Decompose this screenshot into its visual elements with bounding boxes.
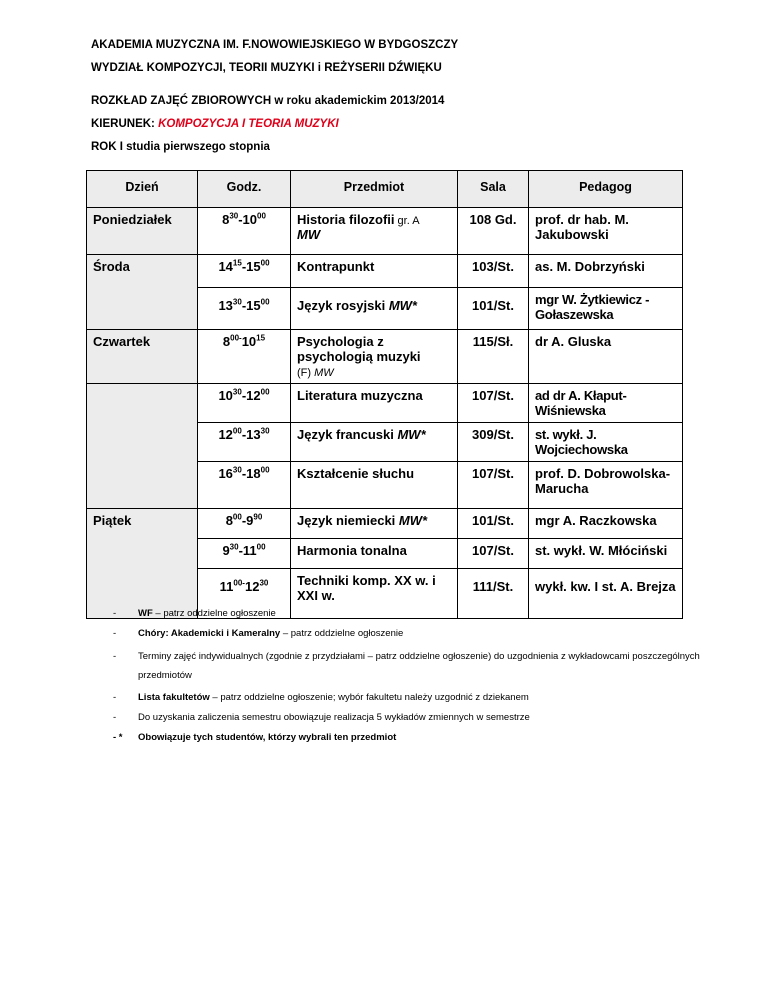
bullet-dash: -: [113, 608, 117, 619]
table-header-row: [87, 171, 683, 208]
time-end-min: 00: [257, 211, 266, 221]
teacher-cell: st. wykł. J. Wojciechowska: [529, 423, 683, 462]
time-start-min: 00: [232, 512, 242, 522]
subject-group: gr. A: [394, 215, 420, 227]
room-cell: 111/St.: [458, 569, 529, 619]
teacher-cell: wykł. kw. I st. A. Brejza: [529, 569, 683, 619]
time-end: -12: [241, 388, 261, 403]
subject-cell: [291, 509, 458, 539]
time-start-min: 00-: [233, 578, 245, 588]
teacher-cell: prof. D. Dobrowolska-Marucha: [529, 462, 683, 509]
time-cell: [198, 208, 291, 255]
subject-name: Język rosyjski: [297, 298, 386, 313]
teacher-cell: prof. dr hab. M. Jakubowski: [529, 208, 683, 255]
note-item: [113, 607, 733, 621]
day-monday: [87, 208, 198, 255]
subject-cell: Kontrapunkt: [291, 255, 458, 288]
subject-note: MW*: [398, 513, 428, 528]
bullet-dash: -: [113, 712, 117, 723]
time-start-min: 30: [232, 465, 242, 475]
table-row: [87, 330, 683, 384]
table-row: [87, 255, 683, 288]
note-text: Terminy zajęć indywidualnych (zgodnie z przydziałami – patrz oddzielne ogłoszenie) do uzgodnienia z wykładowcami poszczególnych przedmiotów: [138, 651, 700, 681]
room-cell: 108 Gd.: [458, 208, 529, 255]
day-friday: [87, 509, 198, 539]
kierunek-value: KOMPOZYCJA I TEORIA MUZYKI: [158, 118, 339, 130]
room-cell: 309/St.: [458, 423, 529, 462]
teacher-cell: mgr W. Żytkiewicz - Gołaszewska: [529, 288, 683, 330]
time-end: -18: [241, 466, 261, 481]
time-start-min: 30: [232, 387, 242, 397]
table-row: [87, 509, 683, 539]
time-start: 11: [219, 579, 234, 594]
time-end-min: 00: [260, 297, 270, 307]
note-bold: Lista fakultetów: [138, 692, 210, 703]
footnote: [113, 731, 733, 745]
schedule-table: [86, 170, 683, 619]
footnote-text: Obowiązuje tych studentów, którzy wybrali ten przedmiot: [138, 732, 397, 743]
time-start-min: 00: [232, 426, 242, 436]
day-label: Czwartek: [93, 334, 151, 349]
subject-cell: [291, 423, 458, 462]
header-kierunek: [91, 118, 339, 130]
kierunek-label: KIERUNEK:: [91, 118, 159, 130]
table-row: [87, 539, 683, 569]
time-cell: [198, 423, 291, 462]
day-friday-cont: [87, 539, 198, 569]
note-item: [113, 627, 733, 641]
bullet-dash: -: [113, 628, 117, 639]
time-start: 13: [218, 298, 233, 313]
day-thursday-cont: [87, 384, 198, 423]
header-academy: AKADEMIA MUZYCZNA IM. F.NOWOWIEJSKIEGO W BYDGOSZCZY: [91, 39, 459, 51]
time-end-min: 00: [260, 465, 270, 475]
time-cell: [198, 288, 291, 330]
room-cell: 107/St.: [458, 384, 529, 423]
time-end-min: 30: [260, 426, 270, 436]
col-header-time: Godz.: [198, 171, 291, 208]
subject-name: Psychologia z psychologią muzyki: [297, 334, 421, 364]
note-bold: Chóry: Akademicki i Kameralny: [138, 628, 281, 639]
time-start: 9: [222, 543, 230, 558]
room-cell: 103/St.: [458, 255, 529, 288]
table-row: [87, 208, 683, 255]
col-header-room: Sala: [458, 171, 529, 208]
day-wednesday: [87, 255, 198, 288]
header-schedule-title: ROZKŁAD ZAJĘĆ ZBIOROWYCH w roku akademickim 2013/2014: [91, 95, 445, 107]
time-start: 8: [222, 334, 231, 349]
time-start-min: 15: [232, 258, 242, 268]
time-end: -15: [241, 259, 261, 274]
day-thursday-cont: [87, 462, 198, 509]
col-header-subject: Przedmiot: [291, 171, 458, 208]
room-cell: 107/St.: [458, 539, 529, 569]
note-text: – patrz oddzielne ogłoszenie; wybór fakultetu należy uzgodnić z dziekanem: [209, 692, 529, 703]
subject-name: Historia filozofii: [297, 212, 395, 227]
subject-cell: Techniki komp. XX w. i XXI w.: [291, 569, 458, 619]
col-header-teacher: Pedagog: [529, 171, 683, 208]
time-end-min: 00: [260, 258, 270, 268]
subject-type: (F): [297, 367, 315, 379]
notes-list: [113, 607, 733, 751]
time-start-min: 30: [229, 211, 239, 221]
table-row: [87, 288, 683, 330]
room-cell: 101/St.: [458, 288, 529, 330]
note-item: [113, 691, 733, 705]
teacher-cell: ad dr A. Kłaput-Wiśniewska: [529, 384, 683, 423]
subject-cell: [291, 288, 458, 330]
time-end-min: 00: [256, 542, 266, 552]
time-cell: [198, 462, 291, 509]
subject-cell: Kształcenie słuchu: [291, 462, 458, 509]
time-end: -11: [238, 543, 257, 558]
note-text: – patrz oddzielne ogłoszenie: [152, 608, 276, 619]
time-start: 14: [218, 259, 233, 274]
time-start: 8: [222, 212, 230, 227]
time-end-min: 90: [253, 512, 263, 522]
note-text: – patrz oddzielne ogłoszenie: [280, 628, 404, 639]
time-end: -10: [238, 212, 258, 227]
day-label: Poniedziałek: [93, 212, 172, 227]
time-end-min: 30: [259, 578, 269, 588]
time-end: -13: [241, 427, 261, 442]
subject-note: MW: [314, 367, 334, 379]
table-row: [87, 384, 683, 423]
time-end: -9: [241, 513, 254, 528]
bullet-dash: -: [113, 651, 117, 662]
time-cell: [198, 255, 291, 288]
note-item: [113, 647, 733, 685]
subject-cell: Literatura muzyczna: [291, 384, 458, 423]
time-start-min: 30: [229, 542, 239, 552]
time-end: 12: [244, 579, 260, 594]
note-item: [113, 711, 733, 725]
room-cell: 115/Sł.: [458, 330, 529, 384]
time-start: 10: [218, 388, 233, 403]
subject-note: MW*: [388, 298, 417, 313]
time-start-min: 00-: [230, 333, 242, 343]
room-cell: 107/St.: [458, 462, 529, 509]
subject-note: MW*: [397, 427, 426, 442]
time-start: 8: [225, 513, 233, 528]
col-header-day: Dzień: [87, 171, 198, 208]
day-wednesday-cont: [87, 288, 198, 330]
teacher-cell: st. wykł. W. Młóciński: [529, 539, 683, 569]
time-cell: [198, 539, 291, 569]
subject-name: Język francuski: [297, 427, 394, 442]
day-label: Środa: [93, 259, 130, 274]
time-end: 10: [241, 334, 257, 349]
teacher-cell: dr A. Gluska: [529, 330, 683, 384]
header-year: ROK I studia pierwszego stopnia: [91, 141, 270, 153]
note-text: Do uzyskania zaliczenia semestru obowiązuje realizacja 5 wykładów zmiennych w semestrze: [138, 712, 530, 723]
bullet-dash: -: [113, 692, 117, 703]
time-start-min: 30: [232, 297, 242, 307]
teacher-cell: mgr A. Raczkowska: [529, 509, 683, 539]
time-cell: [198, 330, 291, 384]
time-end-min: 15: [256, 333, 266, 343]
time-start: 16: [218, 466, 233, 481]
day-label: Piątek: [93, 513, 132, 528]
subject-note: MW: [297, 227, 321, 242]
subject-cell: [291, 208, 458, 255]
time-end-min: 00: [260, 387, 270, 397]
day-thursday: [87, 330, 198, 384]
subject-name: Język niemiecki: [297, 513, 396, 528]
time-start: 12: [218, 427, 233, 442]
subject-cell: [291, 330, 458, 384]
time-cell: [198, 509, 291, 539]
footnote-marker: - *: [113, 732, 123, 743]
teacher-cell: as. M. Dobrzyński: [529, 255, 683, 288]
time-end: -15: [241, 298, 261, 313]
note-bold: WF: [138, 608, 153, 619]
header-faculty: WYDZIAŁ KOMPOZYCJI, TEORII MUZYKI i REŻYSERII DŹWIĘKU: [91, 62, 442, 74]
day-thursday-cont: [87, 423, 198, 462]
subject-cell: Harmonia tonalna: [291, 539, 458, 569]
time-cell: [198, 384, 291, 423]
room-cell: 101/St.: [458, 509, 529, 539]
table-row: [87, 462, 683, 509]
table-row: [87, 423, 683, 462]
